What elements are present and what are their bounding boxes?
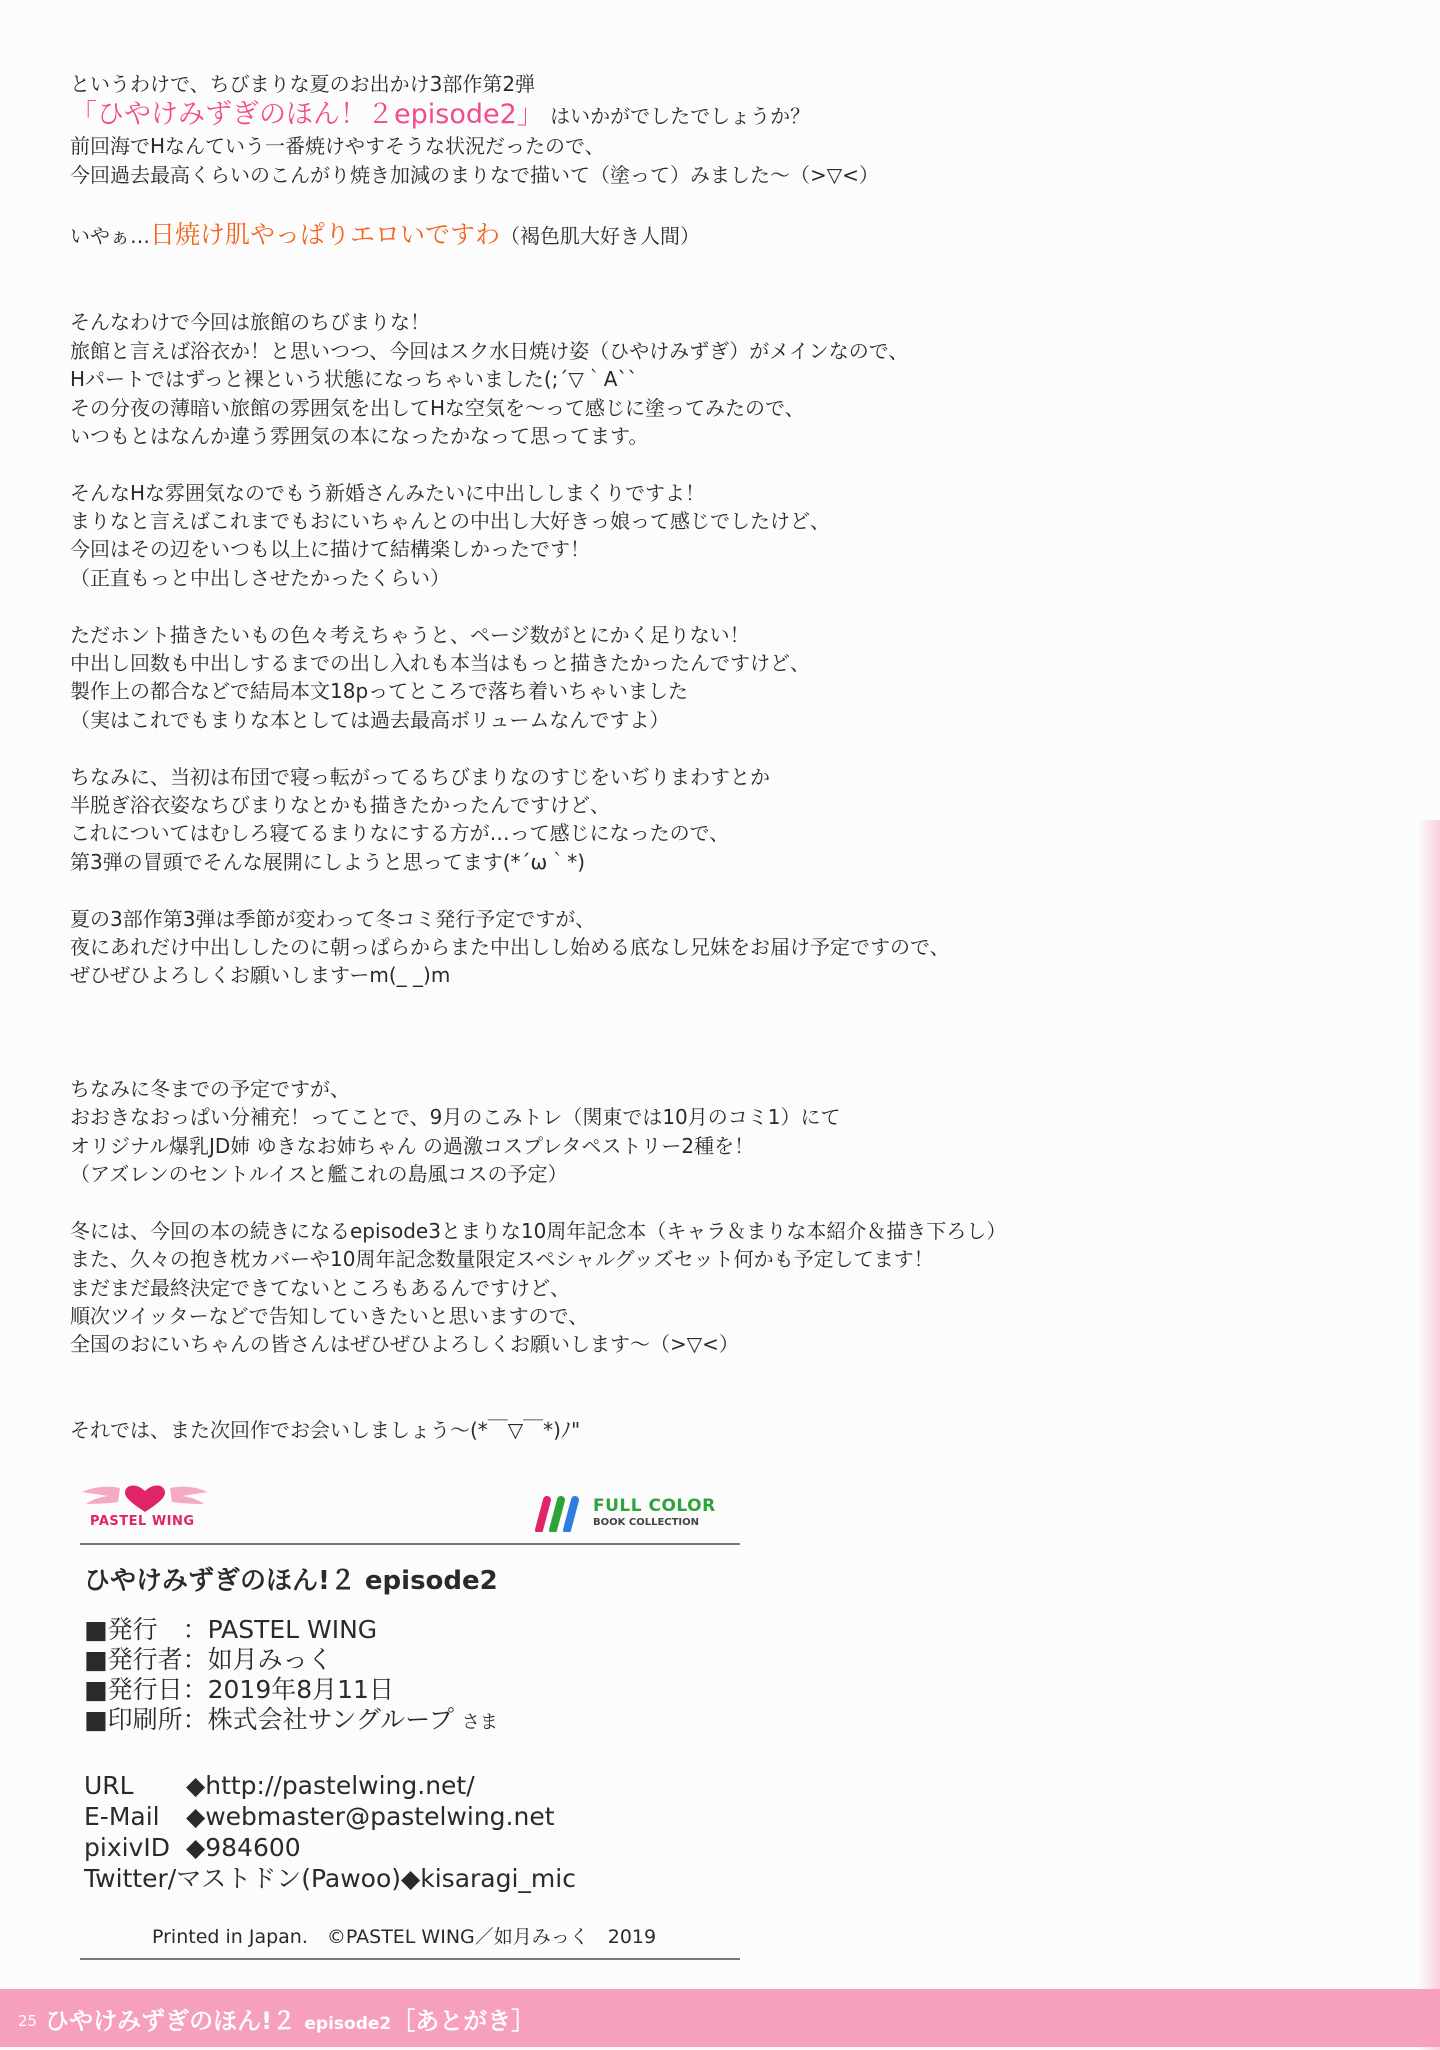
afterword-line (70, 218, 1370, 252)
afterword-line: まりなと言えばこれまでもおにいちゃんとの中出し大好きっ娘って感じでしたけど、 (70, 509, 830, 534)
pixiv-label: pixivID (84, 1833, 170, 1862)
afterword-line: これについてはむしろ寝てるまりなにする方が…って感じになったので、 (70, 821, 730, 846)
url-value[interactable]: ◆http://pastelwing.net/ (186, 1771, 475, 1800)
page-edge-decoration (1418, 820, 1440, 2050)
url-label: URL (84, 1771, 134, 1800)
afterword-text-span: （褐色肌大好き人間） (500, 223, 701, 248)
footer-bar (0, 1989, 1440, 2047)
footer-book-title: ひやけみずぎのほん!２ (45, 2007, 297, 2035)
afterword-line: そんなわけで今回は旅館のちびまりな！ (70, 310, 430, 335)
printer-suffix: さま (461, 1712, 498, 1733)
pastel-wing-logo (80, 1482, 210, 1536)
afterword-line: おおきなおっぱい分補充！ってことで、9月のこみトレ（関東では10月のコミ1）にて (70, 1105, 841, 1130)
footer-title (18, 2001, 535, 2036)
page-number: 25 (18, 2012, 38, 2030)
printer-name: ■印刷所：株式会社サングループ (84, 1705, 454, 1734)
issuer: ■発行者：如月みっく (84, 1645, 333, 1674)
afterword-line: ただホント描きたいもの色々考えちゃうと、ページ数がとにかく足りない！ (70, 622, 750, 647)
afterword-line: 夏の3部作第3弾は季節が変わって冬コミ発行予定ですが、 (70, 906, 596, 931)
afterword-line: まだまだ最終決定できてないところもあるんですけど、 (70, 1275, 570, 1300)
afterword-line: 全国のおにいちゃんの皆さんはぜひぜひよろしくお願いします～（>▽<） (70, 1332, 739, 1357)
afterword-line: 中出し回数も中出しするまでの出し入れも本当はもっと描きたかったんですけど、 (70, 651, 810, 676)
afterword-line: いつもとはなんか違う雰囲気の本になったかなって思ってます。 (70, 423, 649, 448)
afterword-line: それでは、また次回作でお会いしましょう～(*￣▽￣*)ﾉ" (70, 1417, 581, 1442)
logo-row (80, 1482, 740, 1538)
pastel-wing-wordmark: PASTEL WING (90, 1514, 195, 1529)
afterword-line: （実はこれでもまりな本としては過去最高ボリュームなんですよ） (70, 707, 670, 732)
afterword-line: 前回海でHなんていう一番焼けやすそうな状況だったので、 (70, 134, 605, 159)
afterword-text-span: はいかがでしたでしょうか？ (550, 104, 811, 129)
book-title-highlight: 「ひやけみずぎのほん！２episode2」 (70, 99, 544, 131)
afterword-line: ぜひぜひよろしくお願いしますーm(_ _)m (70, 963, 451, 988)
twitter-row: Twitter/マストドン(Pawoo)◆kisaragi_mic (84, 1864, 576, 1893)
full-color-logo (535, 1496, 735, 1536)
printer (84, 1705, 498, 1735)
contact-info (84, 1770, 576, 1894)
colophon-title: ひやけみずぎのほん!２ episode2 (84, 1566, 498, 1596)
email-label: E-Mail (84, 1802, 160, 1831)
winged-heart-icon (80, 1482, 210, 1516)
afterword-line: というわけで、ちびまりな夏のお出かけ3部作第2弾 (70, 72, 536, 96)
afterword-text (70, 70, 1370, 1444)
afterword-line: 今回過去最高くらいのこんがり焼き加減のまりなで描いて（塗って）みました～（>▽<） (70, 162, 879, 187)
afterword-line: また、久々の抱き枕カバーや10周年記念数量限定スペシャルグッズセット何かも予定してます！ (70, 1247, 934, 1272)
publisher: ■発行 ：PASTEL WING (84, 1615, 378, 1644)
divider (80, 1543, 740, 1545)
divider (80, 1958, 740, 1960)
afterword-line: 夜にあれだけ中出ししたのに朝っぱらからまた中出しし始める底なし兄妹をお届け予定ですので、 (70, 934, 950, 959)
afterword-line: 順次ツイッターなどで告知していきたいと思いますので、 (70, 1304, 589, 1329)
footer-section: ［あとがき］ (391, 2007, 536, 2035)
pixiv-row (84, 1832, 576, 1863)
afterword-line: 旅館と言えば浴衣か！と思いつつ、今回はスク水日焼け姿（ひやけみずぎ）がメインなので、 (70, 338, 909, 363)
pixiv-value: ◆984600 (186, 1833, 301, 1862)
afterword-line (70, 98, 1370, 132)
afterword-text-span: いやぁ… (70, 223, 150, 248)
afterword-line: （アズレンのセントルイスと艦これの島風コスの予定） (70, 1162, 568, 1187)
afterword-line: 半脱ぎ浴衣姿なちびまりなとかも描きたかったんですけど、 (70, 793, 610, 817)
footer-episode: episode2 (304, 2014, 392, 2034)
url-row (84, 1770, 576, 1801)
afterword-line: 今回はその辺をいつも以上に描けて結構楽しかったです！ (70, 537, 590, 562)
afterword-line: ちなみに冬までの予定ですが、 (70, 1076, 350, 1101)
afterword-line: ちなみに、当初は布団で寝っ転がってるちびまりなのすじをいぢりまわすとか (70, 764, 770, 789)
afterword-line: そんなHな雰囲気なのでもう新婚さんみたいに中出ししまくりですよ！ (70, 480, 706, 505)
afterword-line: 第3弾の冒頭でそんな展開にしようと思ってます(*´ω｀*) (70, 849, 586, 874)
color-stripes-icon (535, 1496, 587, 1532)
issue-date: ■発行日：2019年8月11日 (84, 1675, 394, 1704)
full-color-wordmark: FULL COLOR (593, 1496, 716, 1516)
afterword-line: 冬には、今回の本の続きになるepisode3とまりな10周年記念本（キャラ＆まりな本紹介＆描き下ろし） (70, 1218, 1007, 1243)
afterword-line: （正直もっと中出しさせたかったくらい） (70, 565, 450, 590)
afterword-line: オリジナル爆乳JD姉 ゆきなお姉ちゃん の過激コスプレタペストリー2種を！ (70, 1133, 755, 1158)
book-collection-wordmark: BOOK COLLECTION (593, 1517, 700, 1528)
copyright-line: Printed in Japan. ©PASTEL WING／如月みっく 2019 (152, 1926, 657, 1948)
tan-skin-highlight: 日焼け肌やっぱりエロいですわ (150, 219, 501, 249)
afterword-line: その分夜の薄暗い旅館の雰囲気を出してHな空気を～って感じに塗ってみたので、 (70, 395, 805, 420)
email-row (84, 1801, 576, 1832)
afterword-line: 製作上の都合などで結局本文18pってところで落ち着いちゃいました (70, 679, 688, 704)
email-value[interactable]: ◆webmaster@pastelwing.net (186, 1802, 555, 1831)
afterword-line: Hパートではずっと裸という状態になっちゃいました(;´▽｀A`` (70, 367, 638, 392)
colophon-info (84, 1615, 498, 1735)
